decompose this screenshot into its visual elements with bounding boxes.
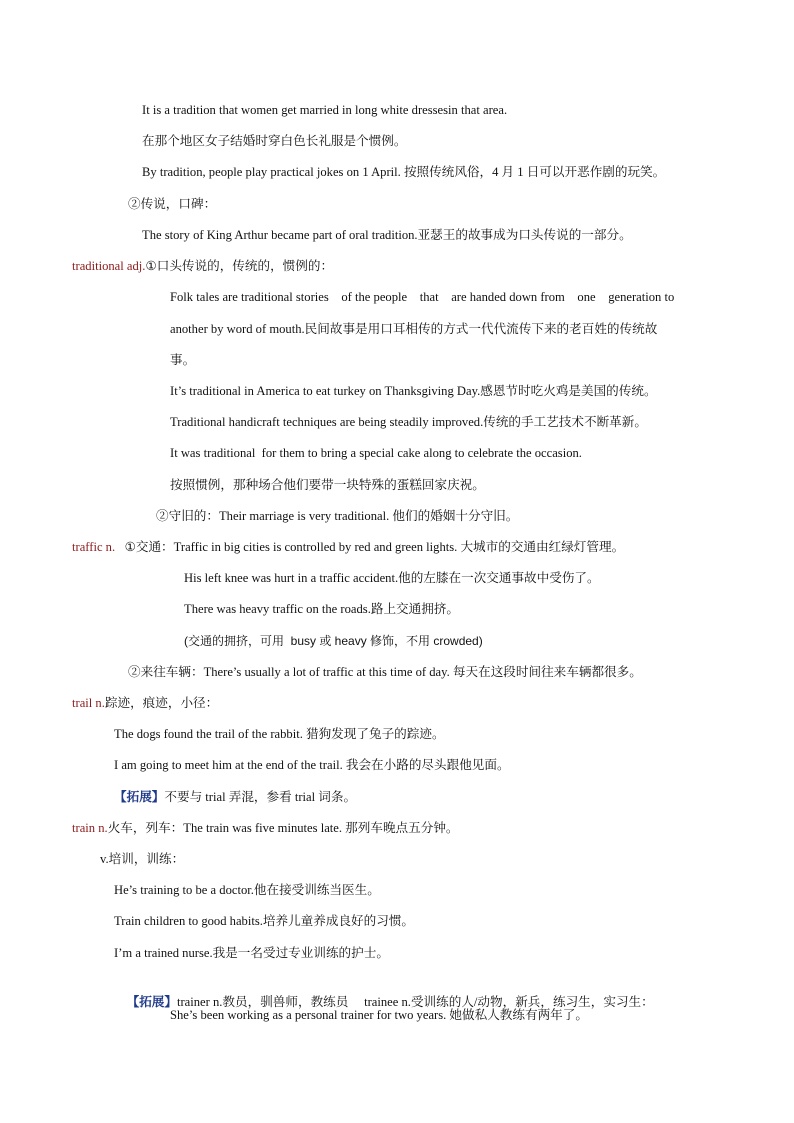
example-translation: 按照惯例，那种场合他们要带一块特殊的蛋糕回家庆祝。 xyxy=(170,478,485,492)
example-sentence: another by word of mouth.民间故事是用口耳相传的方式一代代流传下来的老百姓的传统故 xyxy=(170,322,658,336)
example-sentence: His left knee was hurt in a traffic accident.他的左膝在一次交通事故中受伤了。 xyxy=(184,571,600,585)
example-sentence: It is a tradition that women get married in long white dressesin that area. xyxy=(142,103,508,117)
entry-train xyxy=(72,819,459,837)
sense-heading: ②守旧的：Their marriage is very traditional. 他们的婚姻十分守旧。 xyxy=(156,509,519,523)
example-sentence: 事。 xyxy=(170,353,196,367)
example-sentence: She’s been working as a personal trainer for two years. 她做私人教练有两年了。 xyxy=(170,1008,588,1022)
example-sentence: By tradition, people play practical jokes on 1 April. 按照传统风俗，4 月 1 日可以开恶作剧的玩笑。 xyxy=(142,165,666,179)
expand-text: trainer n.教员，驯兽师，教练员 trainee n.受训练的人/动物，新兵，练习生，实习生： xyxy=(176,995,654,1009)
expand-tag: 【拓展】 xyxy=(114,790,165,804)
example-translation: 在那个地区女子结婚时穿白色长礼服是个惯例。 xyxy=(142,134,407,148)
headword: traditional adj. xyxy=(72,259,146,273)
example-sentence: He’s training to be a doctor.他在接受训练当医生。 xyxy=(114,883,380,897)
example-sentence: I’m a trained nurse.我是一名受过专业训练的护士。 xyxy=(114,946,389,960)
example-sentence: Traditional handicraft techniques are being steadily improved.传统的手工艺技术不断革新。 xyxy=(170,415,647,429)
expand-note xyxy=(114,788,356,806)
headword: traffic n. xyxy=(72,540,116,554)
sense-heading: ②来往车辆：There’s usually a lot of traffic at this time of day. 每天在这段时间往来车辆都很多。 xyxy=(128,665,642,679)
example-sentence: I am going to meet him at the end of the trail. 我会在小路的尽头跟他见面。 xyxy=(114,758,510,772)
example-sentence: There was heavy traffic on the roads.路上交通拥挤。 xyxy=(184,602,460,616)
example-sentence: Train children to good habits.培养儿童养成良好的习惯。 xyxy=(114,914,415,928)
sense-text: 踪迹，痕迹，小径： xyxy=(104,696,219,710)
usage-note: (交通的拥挤，可用 busy 或 heavy 修饰，不用 crowded) xyxy=(184,634,483,648)
sense-text: ①交通：Traffic in big cities is controlled by red and green lights. 大城市的交通由红绿灯管理。 xyxy=(124,540,625,554)
headword: train n. xyxy=(72,821,108,835)
entry-traditional xyxy=(72,257,333,275)
sense-heading: v.培训，训练： xyxy=(100,852,185,866)
expand-tag: 【拓展】 xyxy=(126,995,177,1009)
sense-heading: ②传说，口碑： xyxy=(128,197,217,211)
sense-text: ①口头传说的，传统的，惯例的： xyxy=(145,259,334,273)
expand-text: 不要与 trial 弄混，参看 trial 词条。 xyxy=(164,790,357,804)
entry-traffic xyxy=(72,538,624,556)
example-sentence: Folk tales are traditional stories of the people that are handed down from one generation to xyxy=(170,290,675,304)
example-sentence: The dogs found the trail of the rabbit. 猎狗发现了兔子的踪迹。 xyxy=(114,727,445,741)
example-sentence: The story of King Arthur became part of oral tradition.亚瑟王的故事成为口头传说的一部分。 xyxy=(142,228,632,242)
example-sentence: It was traditional for them to bring a special cake along to celebrate the occasion. xyxy=(170,446,582,460)
entry-trail xyxy=(72,694,218,712)
headword: trail n. xyxy=(72,696,105,710)
sense-text: 火车，列车：The train was five minutes late. 那列车晚点五分钟。 xyxy=(107,821,459,835)
example-sentence: It’s traditional in America to eat turkey on Thanksgiving Day.感恩节时吃火鸡是美国的传统。 xyxy=(170,384,657,398)
